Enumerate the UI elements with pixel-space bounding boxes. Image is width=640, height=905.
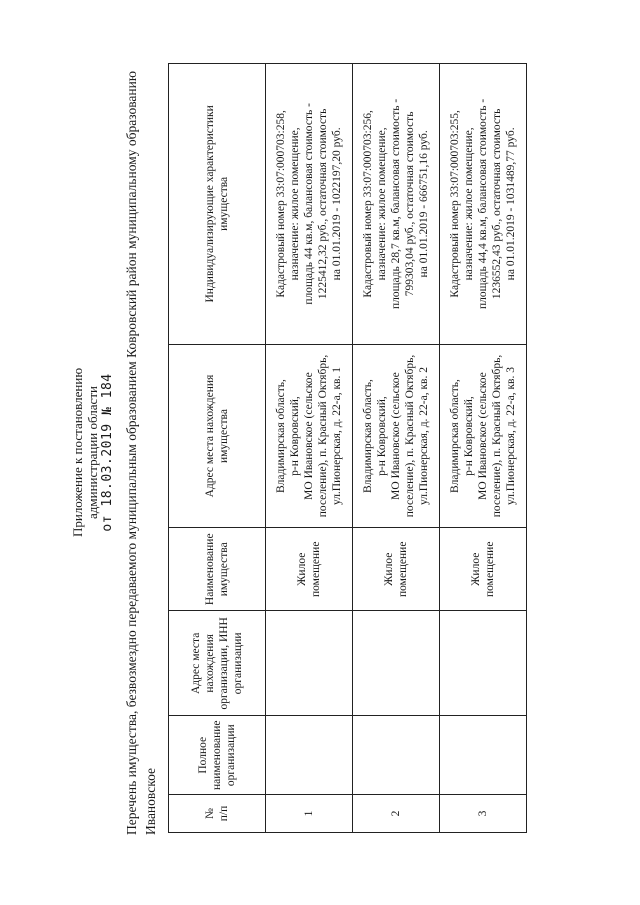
row-num: 2 [353,794,440,832]
row-org-name [353,716,440,795]
row-characteristics: Кадастровый номер 33:07:000703:258, назначение: жилое помещение, площадь 44 кв.м, балансовая стоимость - 1225412,32 руб., остаточная стоимость на 01.01.2019 - 1022197,20 руб. [266,64,353,345]
document-title: Перечень имущества, безвозмездно передаваемого муниципальным образованием Ковровский район муниципальному образованию Ивановское [124,71,158,835]
header-num: № п/п [169,794,266,832]
header-property-address: Адрес места нахождения имущества [169,344,266,528]
header-line-2: администрации области [85,386,100,519]
row-property-name: Жилое помещение [440,528,527,611]
row-characteristics: Кадастровый номер 33:07:000703:256, назначение: жилое помещение, площадь 28,7 кв.м, балансовая стоимость - 799303,04 руб., остаточная стоимость на 01.01.2019 - 666751,16 руб. [353,64,440,345]
header-org-address: Адрес места нахождения организации, ИНН организации [169,611,266,716]
row-org-name [266,716,353,795]
decree-reference: от 18.03.2019 № 184 [100,373,115,532]
table-header-row [169,64,266,833]
document-header [70,0,115,905]
row-property-address: Владимирская область, р-н Ковровский, МО Ивановское (сельское поселение), п. Красный Октябрь, ул.Пионерская, д. 22-а, кв. 2 [353,344,440,528]
row-property-address: Владимирская область, р-н Ковровский, МО Ивановское (сельское поселение), п. Красный Октябрь, ул.Пионерская, д. 22-а, кв. 3 [440,344,527,528]
row-property-address: Владимирская область, р-н Ковровский, МО Ивановское (сельское поселение), п. Красный Октябрь, ул.Пионерская, д. 22-а, кв. 1 [266,344,353,528]
row-org-name [440,716,527,795]
row-num: 3 [440,794,527,832]
row-property-name: Жилое помещение [266,528,353,611]
table-row [266,64,353,833]
row-property-name: Жилое помещение [353,528,440,611]
table-row [353,64,440,833]
row-org-address [353,611,440,716]
row-org-address [266,611,353,716]
table-row [440,64,527,833]
row-org-address [440,611,527,716]
header-org-name: Полное наименование организации [169,716,266,795]
property-table [168,63,527,833]
header-property-name: Наименование имущества [169,528,266,611]
row-characteristics: Кадастровый номер 33:07:000703:255, назначение: жилое помещение, площадь 44,4 кв.м, балансовая стоимость - 1236552,43 руб., остаточная стоимость на 01.01.2019 - 1031489,77 руб. [440,64,527,345]
header-line-1: Приложение к постановлению [70,367,85,538]
row-num: 1 [266,794,353,832]
header-characteristics: Индивидуализирующие характеристики имущества [169,64,266,345]
